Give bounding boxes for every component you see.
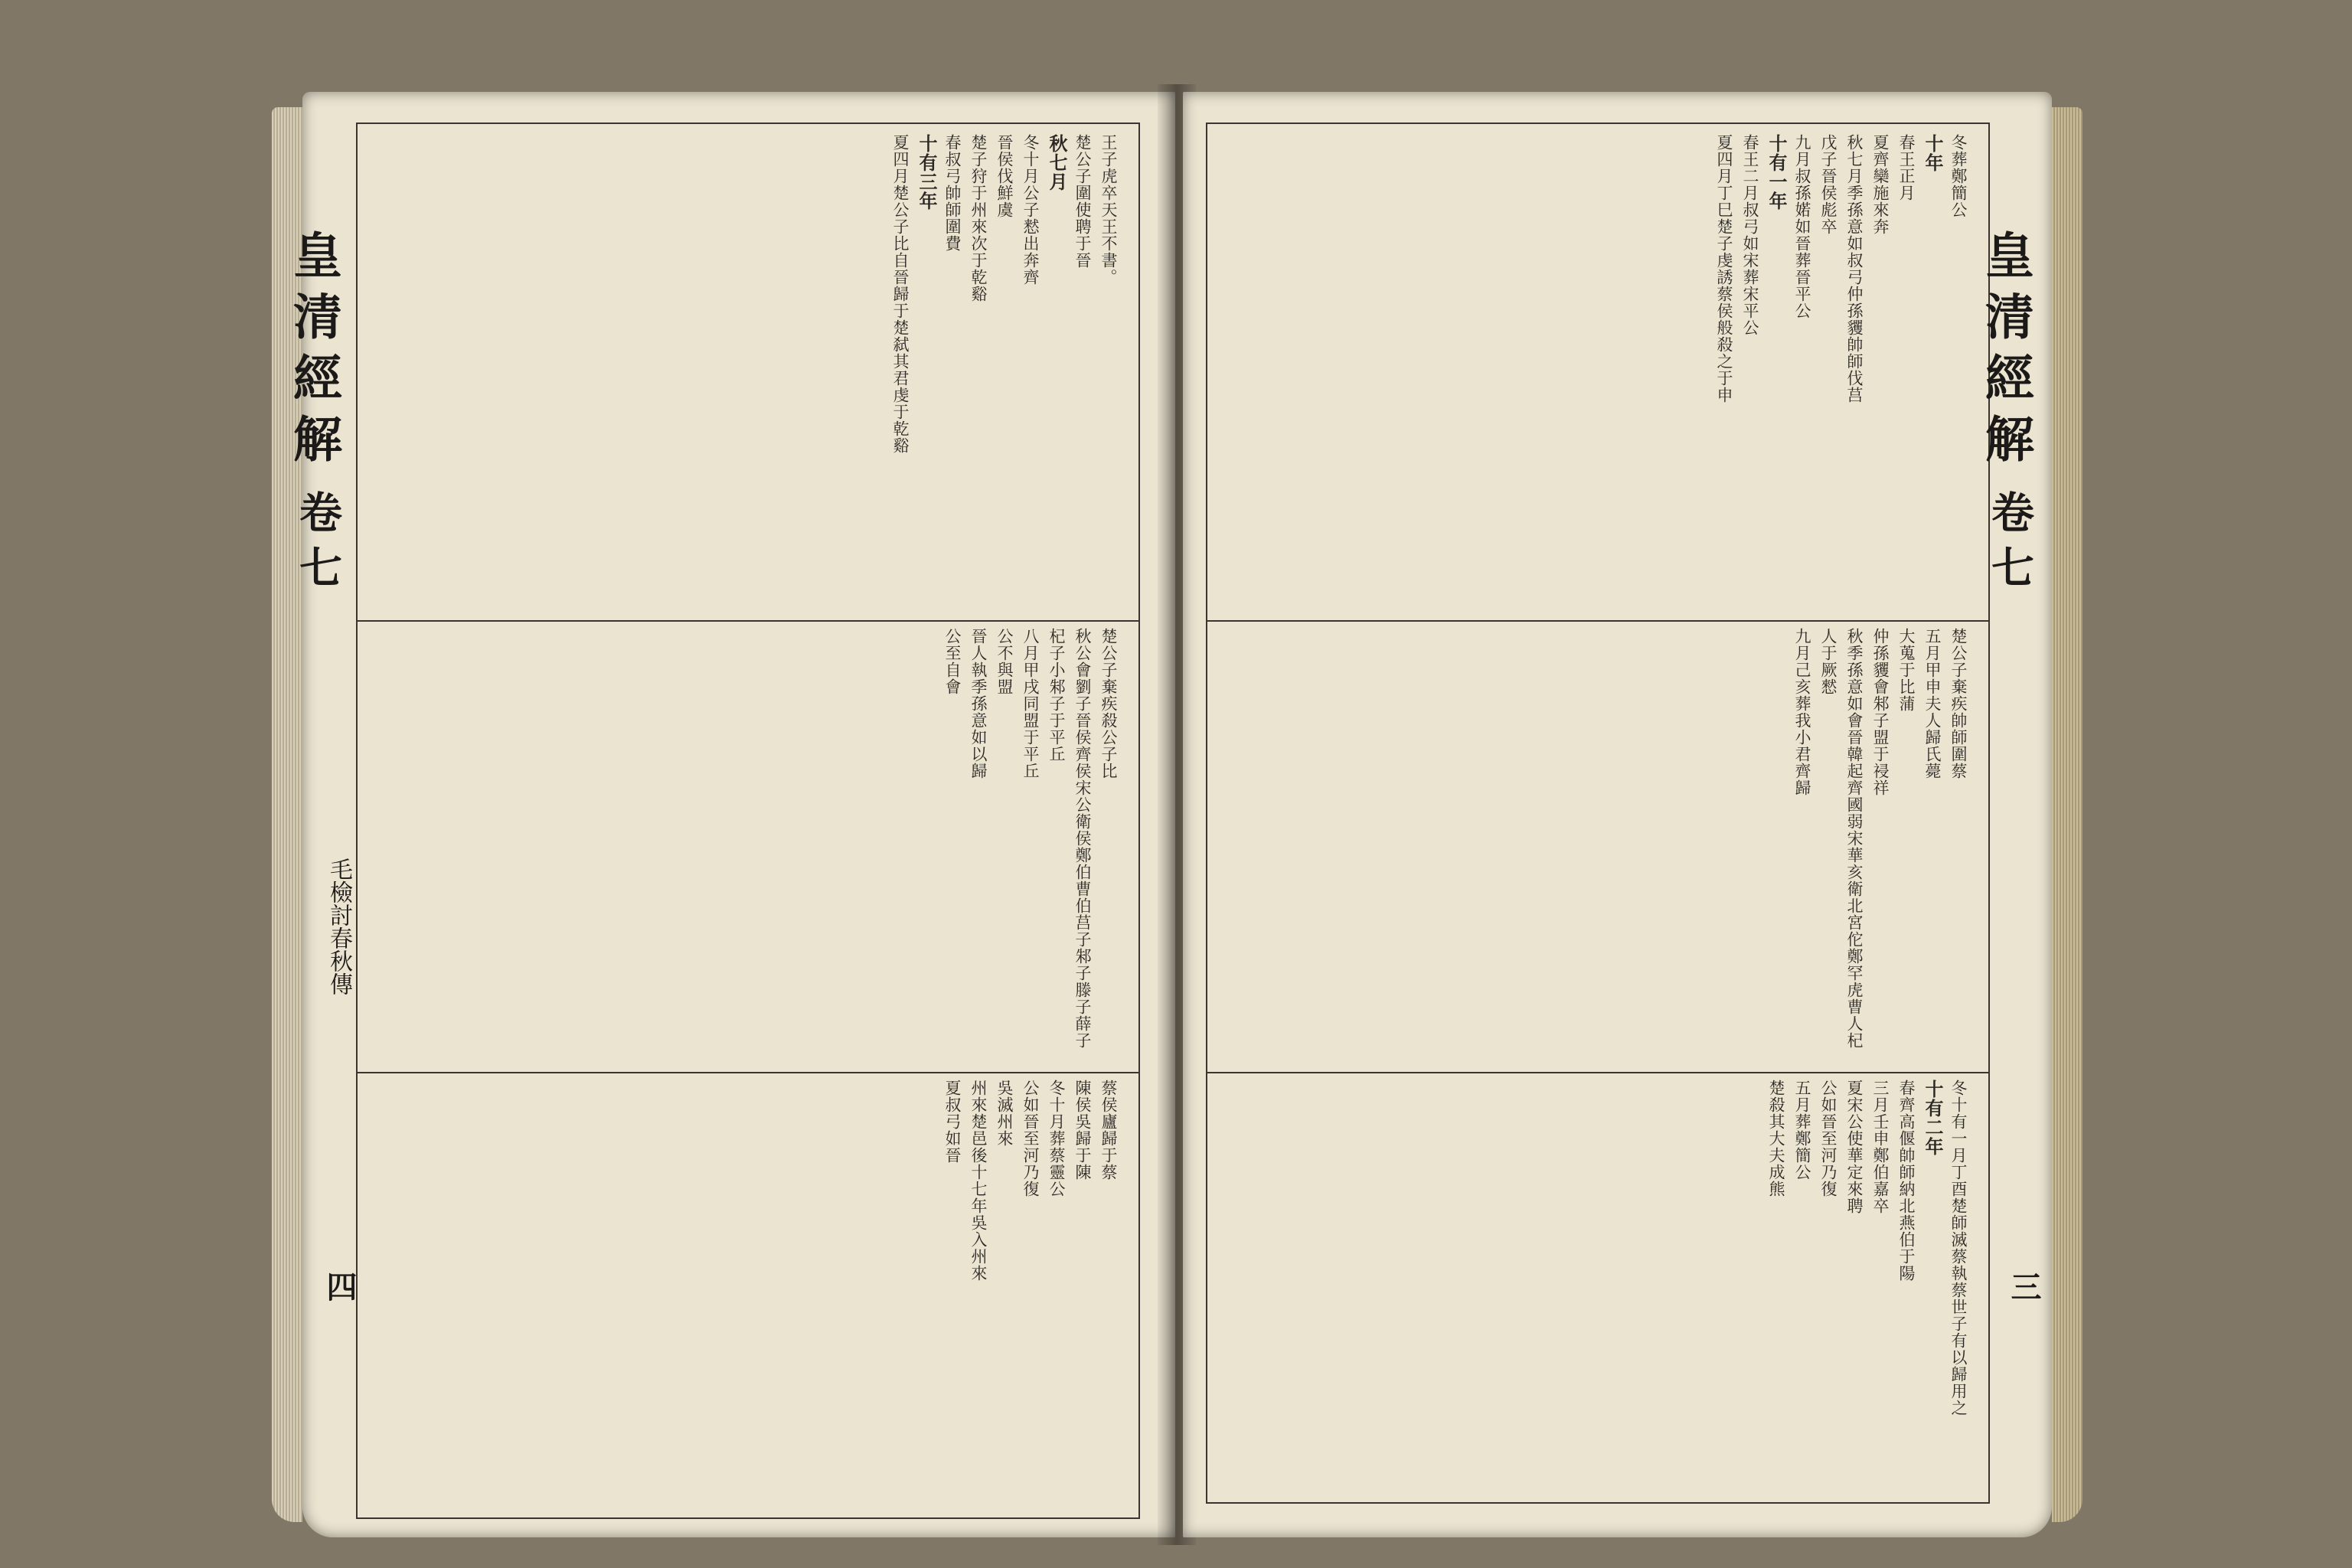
text-column: 公如晉至河乃復: [1819, 1080, 1838, 1197]
text-column: 大蒐于比蒲: [1897, 628, 1916, 712]
text-column: 十有三年: [916, 134, 938, 211]
text-column: 楚子狩于州來次于乾谿: [969, 134, 988, 302]
text-column: 冬十月公子慭出奔齊: [1021, 134, 1040, 286]
left-page: [285, 92, 1175, 1537]
right-page-number: 三: [2006, 1271, 2042, 1302]
text-column: 州來楚邑後十七年吳入州來: [969, 1080, 988, 1282]
right-divider-bottom: [1206, 1072, 1988, 1073]
left-divider-top: [356, 620, 1138, 622]
text-column: 春王二月叔弓如宋葬宋平公: [1741, 134, 1759, 336]
text-column: 冬葬鄭簡公: [1949, 134, 1968, 218]
text-column: 夏叔弓如晉: [943, 1080, 962, 1164]
text-column: 春叔弓帥師圍費: [943, 134, 962, 252]
text-column: 九月己亥葬我小君齊歸: [1793, 628, 1811, 796]
text-column: 晉侯伐鮮虞: [995, 134, 1014, 218]
page-stack-right-edge: [2052, 107, 2082, 1522]
text-column: 十年: [1922, 134, 1944, 172]
text-column: 吳滅州來: [995, 1080, 1014, 1147]
text-column: 春齊高偃帥師納北燕伯于陽: [1897, 1080, 1916, 1282]
text-column: 冬十有一月丁酉楚師滅蔡執蔡世子有以歸用之: [1949, 1080, 1968, 1416]
text-column: 公至自會: [943, 628, 962, 695]
right-volume-label: 卷七: [1984, 490, 2035, 600]
text-column: 楚公子棄疾帥師圍蔡: [1949, 628, 1968, 779]
text-column: 夏四月丁巳楚子虔誘蔡侯般殺之于申: [1715, 134, 1733, 403]
left-text-block-top: [371, 134, 1122, 612]
text-column: 秋公會劉子晉侯齊侯宋公衛侯鄭伯曹伯莒子邾子滕子薛子杞子小邾子于平丘: [1047, 628, 1092, 1049]
text-column: 夏齊欒施來奔: [1871, 134, 1890, 235]
left-header-title: 皇清經解: [285, 230, 342, 475]
text-column: 夏四月楚公子比自晉歸于楚弑其君虔于乾谿: [891, 134, 910, 454]
right-header-title: 皇清經解: [1977, 230, 2034, 475]
text-column: 夏宋公使華定來聘: [1845, 1080, 1864, 1214]
left-text-block-middle: [371, 628, 1122, 1064]
text-column: 王子虎卒天王不書。: [1099, 134, 1118, 286]
right-text-block-middle: [1221, 628, 1971, 1064]
text-column: 九月叔孫婼如晉葬晉平公: [1793, 134, 1811, 319]
text-column: 公不與盟: [995, 628, 1014, 695]
left-side-label: 毛檢討春秋傳: [325, 858, 352, 995]
text-column: 三月壬申鄭伯嘉卒: [1871, 1080, 1890, 1214]
text-column: 秋七月季孫意如叔弓仲孫貜帥師伐莒: [1845, 134, 1864, 403]
left-page-number: 四: [322, 1271, 358, 1302]
text-column: 陳侯吳歸于陳: [1073, 1080, 1092, 1181]
right-page: [1183, 92, 2052, 1537]
text-column: 五月甲申夫人歸氏薨: [1923, 628, 1942, 779]
text-column: 公如晉至河乃復: [1021, 1080, 1040, 1197]
text-column: 晉人執季孫意如以歸: [969, 628, 988, 779]
text-column: 秋季孫意如會晉韓起齊國弱宋華亥衛北宮佗鄭罕虎曹人杞人于厥憖: [1819, 628, 1864, 1049]
text-column: 楚公子棄疾殺公子比: [1099, 628, 1118, 779]
text-column: 仲孫貜會邾子盟于祲祥: [1871, 628, 1890, 796]
left-text-block-bottom: [371, 1080, 1122, 1508]
text-column: 十有一年: [1766, 134, 1788, 211]
text-column: 楚殺其大夫成熊: [1767, 1080, 1785, 1197]
text-column: 五月葬鄭簡公: [1793, 1080, 1811, 1181]
right-text-block-top: [1221, 134, 1971, 612]
text-column: 冬十月葬蔡靈公: [1047, 1080, 1066, 1197]
right-text-block-bottom: [1221, 1080, 1971, 1493]
text-column: 春王正月: [1897, 134, 1916, 201]
text-column: 十有二年: [1922, 1080, 1944, 1156]
text-column: 蔡侯廬歸于蔡: [1099, 1080, 1118, 1181]
text-column: 八月甲戌同盟于平丘: [1021, 628, 1040, 779]
text-column: 戊子晉侯彪卒: [1819, 134, 1838, 235]
left-divider-bottom: [356, 1072, 1138, 1073]
text-column: 楚公子圍使聘于晉: [1073, 134, 1092, 269]
text-column: 秋七月: [1046, 134, 1068, 191]
right-divider-top: [1206, 620, 1988, 622]
left-volume-label: 卷七: [292, 490, 343, 600]
